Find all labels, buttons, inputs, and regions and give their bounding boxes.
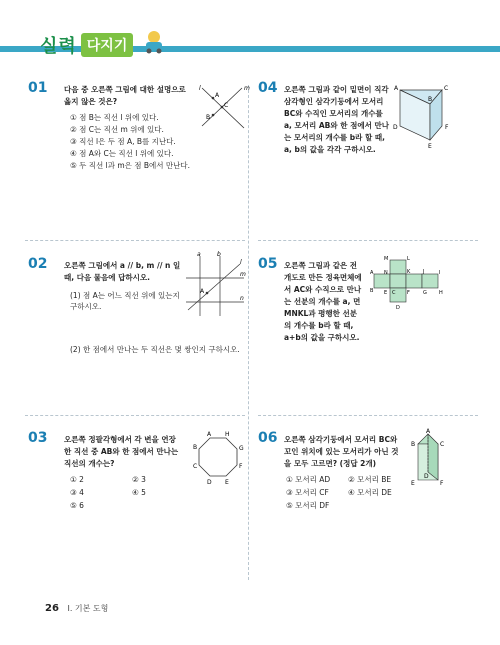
row-divider [258,415,478,416]
label-b: B [428,96,433,103]
label-l: l [199,85,201,92]
label-d: D [396,305,400,311]
section-title-main: 실력 [40,36,77,57]
option-1[interactable]: ① 점 B는 직선 l 위에 있다. [70,113,159,122]
row-divider [258,240,478,241]
label-c: C [392,290,396,296]
question-number: 06 [258,430,278,446]
label-k: K [407,269,411,275]
label-b: b [217,251,221,258]
page-header [0,0,500,80]
question-number: 03 [28,430,48,446]
label-m: m [244,85,250,92]
question-text: 오른쪽 삼각기둥에서 모서리 BC와 꼬인 위치에 있는 모서리가 아닌 것을 모두 고르면? (정답 2개) [284,435,399,468]
option-2[interactable]: ② 3 [132,475,146,484]
section-title-sub: 다지기 [81,33,134,57]
label-d: D [424,473,429,480]
label-pt-a: A [200,288,205,295]
octagon-figure [190,430,246,486]
label-d: D [207,479,212,486]
label-b: B [370,288,374,294]
label-m: M [384,256,389,262]
sub-question-2: (2) 한 점에서 만나는 두 직선은 몇 쌍인지 구하시오. [70,345,240,354]
label-c: C [193,463,198,470]
page-footer [45,603,108,614]
label-c: C [224,102,229,109]
option-3[interactable]: ③ 4 [70,488,84,497]
label-m: m [240,271,246,278]
label-d: D [393,124,398,131]
option-3[interactable]: ③ 직선 l은 두 점 A, B를 지난다. [70,137,176,146]
parallel-lines-figure [182,252,248,318]
label-f: F [407,290,410,296]
label-a: A [215,92,220,99]
option-1[interactable]: ① 2 [70,475,84,484]
mascot-icon [140,28,168,54]
label-b: B [193,444,198,451]
label-g: G [423,290,427,296]
label-a: a [197,251,201,258]
cube-net-figure [372,254,462,320]
option-4[interactable]: ④ 모서리 DE [348,488,392,497]
chapter-name: I. 기본 도형 [67,604,109,613]
option-4[interactable]: ④ 5 [132,488,146,497]
question-text: 오른쪽 그림과 같이 밑면이 직각삼각형인 삼각기둥에서 모서리 BC와 수직인 모서리의 개수를 a, 모서리 AB와 한 점에서 만나는 모서리의 개수를 b라 할 때, a, b의 값을 각각 구하시오. [284,85,389,154]
label-e: E [428,143,432,150]
question-text: 다음 중 오른쪽 그림에 대한 설명으로 옳지 않은 것은? [64,85,186,106]
label-i: I [439,270,441,276]
option-2[interactable]: ② 모서리 BE [348,475,392,484]
page-number: 26 [45,603,59,614]
label-h: H [225,431,230,438]
section-title [40,30,133,60]
label-l: L [407,256,410,262]
label-f: F [445,124,449,131]
option-5[interactable]: ⑤ 두 직선 l과 m은 점 B에서 만난다. [70,161,191,170]
question-text: 오른쪽 정팔각형에서 각 변을 연장한 직선 중 AB와 한 점에서 만나는 직선의 개수는? [64,435,179,468]
option-4[interactable]: ④ 점 A와 C는 직선 l 위에 있다. [70,149,174,158]
label-n: n [240,295,244,302]
question-text: 오른쪽 그림에서 a // b, m // n 일 때, 다음 물음에 답하시오. [64,261,181,282]
label-l: l [240,259,242,266]
question-number: 04 [258,80,278,96]
label-a: A [207,431,212,438]
label-a: A [426,428,431,435]
column-divider [248,85,249,580]
row-divider [25,240,245,241]
label-c: C [440,441,445,448]
label-n: N [384,270,388,276]
option-3[interactable]: ③ 모서리 CF [286,488,329,497]
label-b: B [206,114,211,121]
question-text: 오른쪽 그림과 같은 전개도로 만든 정육면체에서 AC와 수직으로 만나는 선분의 개수를 a, 면 MNKL과 평행한 선분의 개수를 b라 할 때, a+b의 값을 구하시오. [284,261,362,342]
label-b: B [411,441,416,448]
label-h: H [439,290,443,296]
label-e: E [384,290,388,296]
label-f: F [239,463,243,470]
option-2[interactable]: ② 점 C는 직선 m 위에 있다. [70,125,164,134]
option-1[interactable]: ① 모서리 AD [286,475,331,484]
row-divider [25,415,245,416]
option-5[interactable]: ⑤ 6 [70,501,84,510]
label-j: J [423,269,425,275]
label-a: A [370,270,374,276]
label-g: G [239,445,244,452]
sub-question-1: (1) 점 A는 어느 직선 위에 있는지 구하시오. [70,291,180,311]
label-c: C [444,85,449,92]
lines-figure [196,82,252,132]
label-f: F [440,480,444,487]
question-number: 01 [28,80,48,96]
triangular-prism-figure [410,428,456,494]
label-a: A [394,85,399,92]
option-5[interactable]: ⑤ 모서리 DF [286,501,330,510]
question-number: 05 [258,256,278,272]
prism-figure [390,84,460,150]
question-number: 02 [28,256,48,272]
label-e: E [411,480,415,487]
label-e: E [225,479,229,486]
